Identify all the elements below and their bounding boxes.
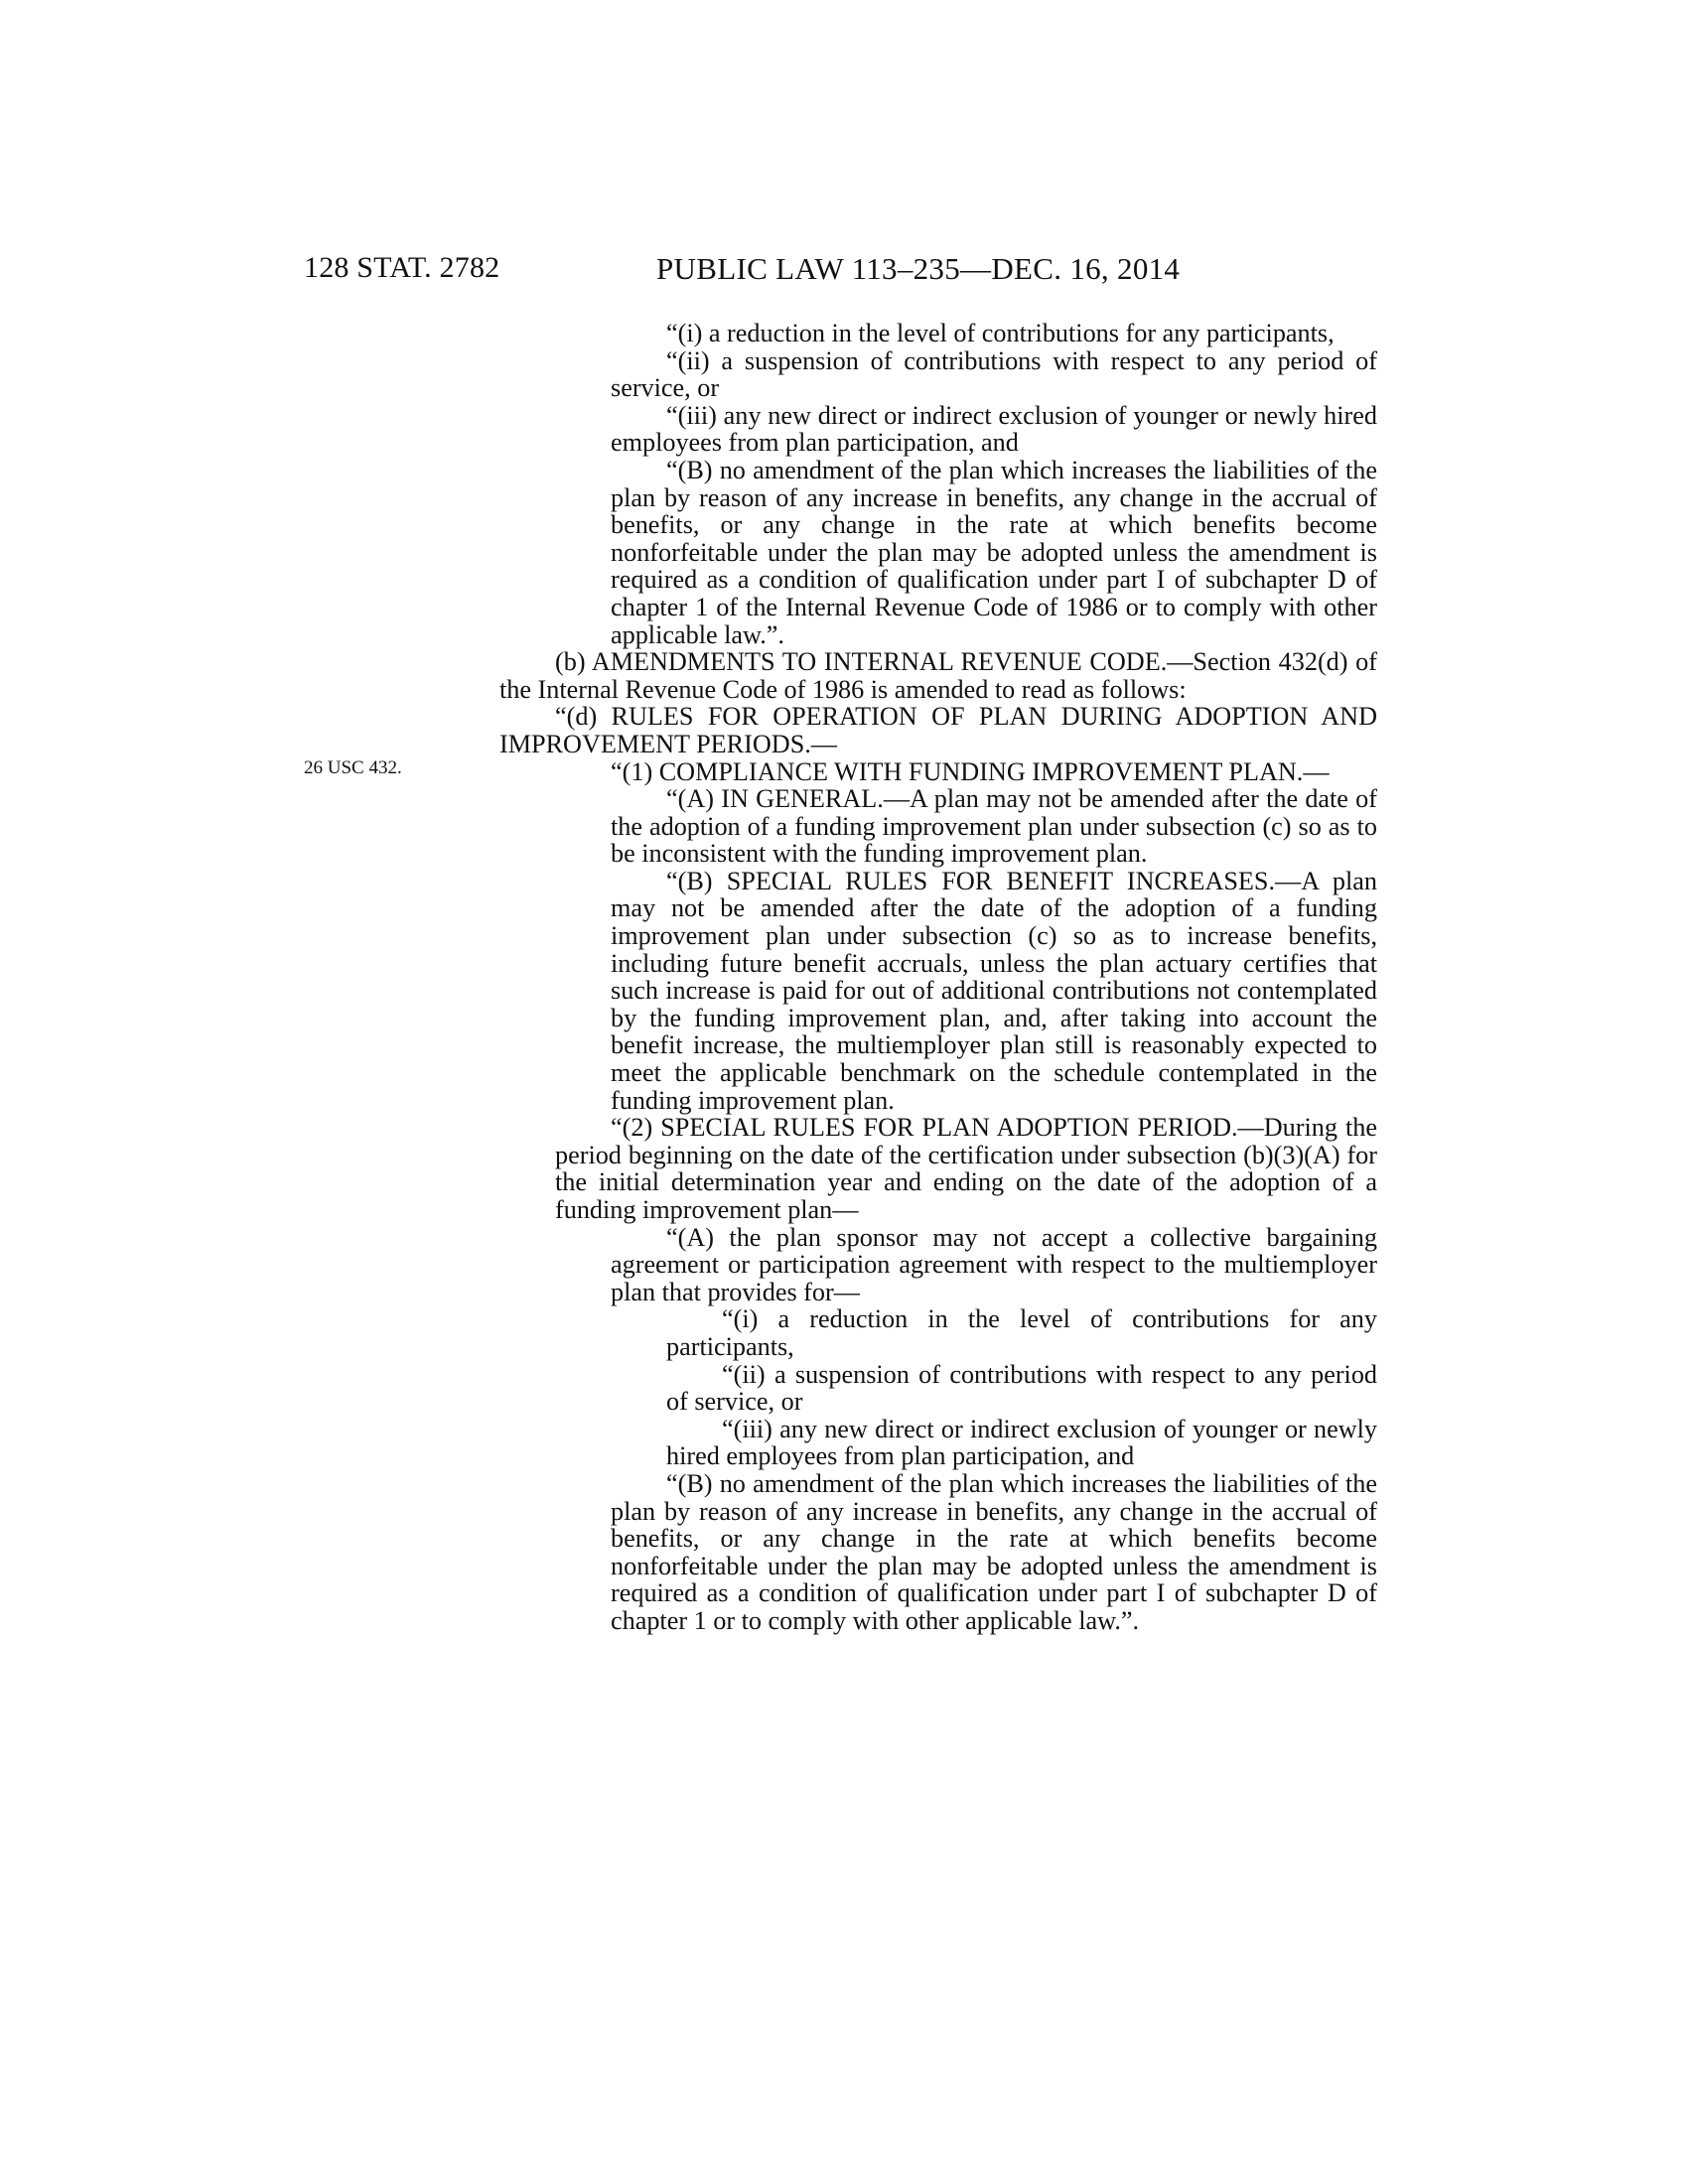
paragraph: (b) AMENDMENTS TO INTERNAL REVENUE CODE.—Section 432(d) of the Internal Revenue Code of 1986 is amended to read as follows: [499, 647, 1377, 704]
paragraph: “(B) SPECIAL RULES FOR BENEFIT INCREASES.—A plan may not be amended after the date of the adoption of a funding improvement plan under subsection (c) so as to increase benefits, including future benefit accruals, unless the plan actuary certifies that such increase is paid for out of additional contributions not contemplated by the funding improvement plan, and, after taking into account the benefit increase, the multiemployer plan still is reasonably expected to meet the applicable benchmark on the schedule contemplated in the funding improvement plan. [611, 866, 1377, 1115]
paragraph: “(A) the plan sponsor may not accept a collective bargaining agreement or participation agreement with respect to the multiemployer plan that provides for— [611, 1222, 1377, 1306]
paragraph: “(2) SPECIAL RULES FOR PLAN ADOPTION PERIOD.—During the period beginning on the date of the certification under subsection (b)(3)(A) for the initial determination year and ending on the date of the adoption of a funding improvement plan— [555, 1113, 1377, 1224]
paragraph: “(1) COMPLIANCE WITH FUNDING IMPROVEMENT PLAN.— [611, 756, 1330, 786]
paragraph: “(i) a reduction in the level of contributions for any participants, [666, 319, 1335, 347]
page-number: 128 STAT. 2782 [304, 251, 500, 284]
paragraph: “(iii) any new direct or indirect exclusion of younger or newly hired employees from plan participation, and [611, 400, 1377, 458]
running-head: PUBLIC LAW 113–235—DEC. 16, 2014 [656, 251, 1181, 286]
paragraph: “(ii) a suspension of contributions with respect to any period of service, or [666, 1359, 1377, 1417]
paragraph: “(i) a reduction in the level of contributions for any participants, [666, 1304, 1377, 1361]
paragraph: “(B) no amendment of the plan which increases the liabilities of the plan by reason of any increase in benefits, any change in the accrual of benefits, or any change in the rate at which benefits become nonforfeitable under the plan may be adopted unless the amendment is required as a condition of qualification under part I of subchapter D of chapter 1 or to comply with other applicable law.”. [611, 1468, 1377, 1635]
paragraph: “(d) RULES FOR OPERATION OF PLAN DURING ADOPTION AND IMPROVEMENT PERIODS.— [499, 702, 1377, 758]
paragraph: “(A) IN GENERAL.—A plan may not be amended after the date of the adoption of a funding improvement plan under subsection (c) so as to be inconsistent with the funding improvement plan. [611, 784, 1377, 869]
paragraph: “(B) no amendment of the plan which increases the liabilities of the plan by reason of any increase in benefits, any change in the accrual of benefits, or any change in the rate at which benefits become nonforfeitable under the plan may be adopted unless the amendment is required as a condition of qualification under part I of subchapter D of chapter 1 of the Internal Revenue Code of 1986 or to comply with other applicable law.”. [611, 455, 1377, 649]
paragraph: “(ii) a suspension of contributions with respect to any period of service, or [611, 345, 1377, 403]
document-body [499, 320, 1377, 1635]
margin-note: 26 USC 432. [304, 757, 402, 778]
paragraph: “(iii) any new direct or indirect exclusion of younger or newly hired employees from plan participation, and [666, 1414, 1377, 1471]
